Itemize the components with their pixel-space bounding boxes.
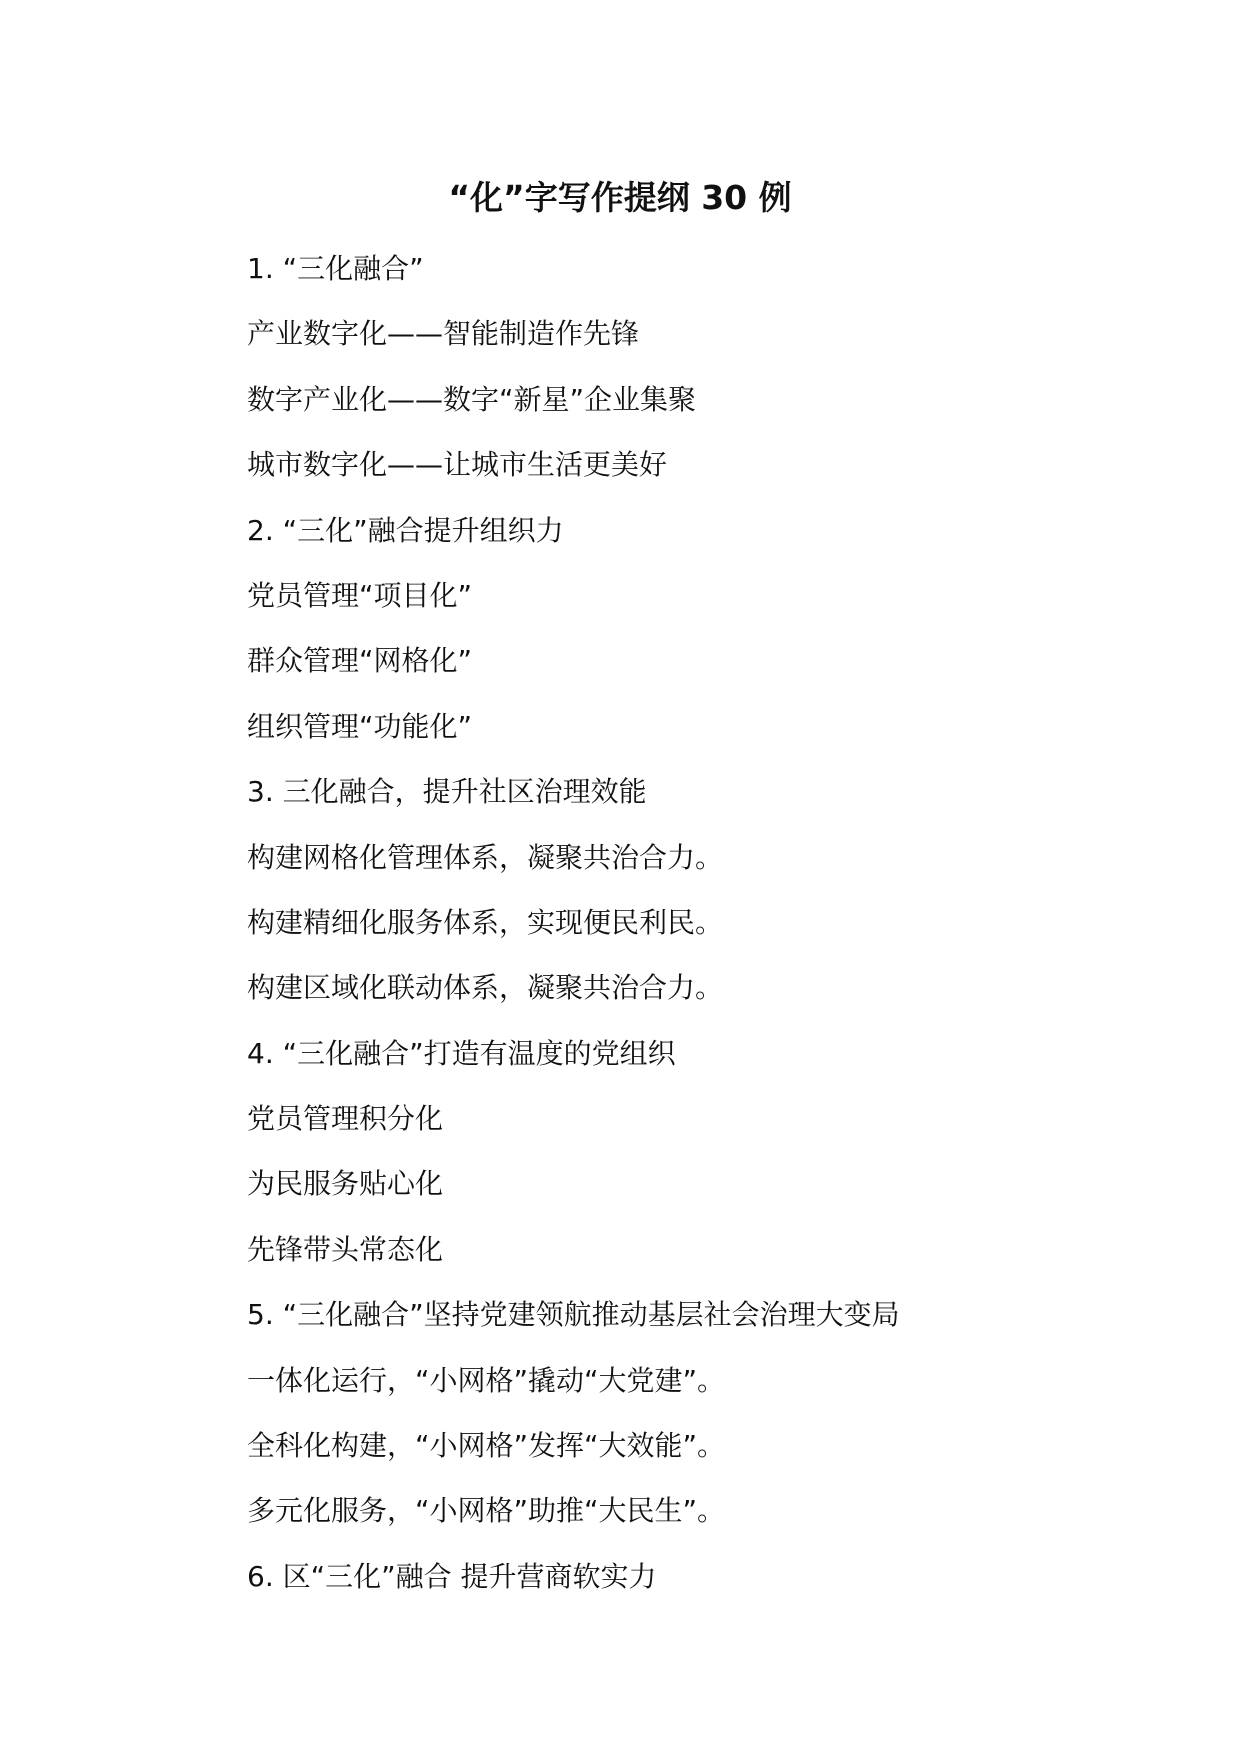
outline-line: 构建区域化联动体系，凝聚共治合力。 (247, 971, 724, 1005)
outline-line: 构建精细化服务体系，实现便民利民。 (247, 905, 724, 939)
outline-line: 3. 三化融合，提升社区治理效能 (247, 775, 647, 809)
outline-line: 党员管理“项目化” (247, 578, 473, 612)
outline-list (247, 236, 1207, 1609)
outline-line: 2. “三化”融合提升组织力 (247, 513, 564, 547)
document-title: “化”字写作提纲 30 例 (448, 178, 792, 217)
outline-line: 构建网格化管理体系，凝聚共治合力。 (247, 840, 724, 874)
outline-line: 多元化服务，“小网格”助推“大民生”。 (247, 1494, 726, 1528)
outline-line: 先锋带头常态化 (247, 1232, 444, 1266)
outline-line: 为民服务贴心化 (247, 1167, 444, 1201)
outline-line: 6. 区“三化”融合 提升营商软实力 (247, 1559, 657, 1593)
outline-line: 城市数字化——让城市生活更美好 (247, 448, 668, 482)
outline-line: 党员管理积分化 (247, 1102, 444, 1136)
outline-line: 一体化运行，“小网格”撬动“大党建”。 (247, 1363, 726, 1397)
outline-line: 全科化构建，“小网格”发挥“大效能”。 (247, 1429, 726, 1463)
outline-line: 5. “三化融合”坚持党建领航推动基层社会治理大变局 (247, 1298, 900, 1332)
outline-line: 组织管理“功能化” (247, 709, 473, 743)
outline-line: 4. “三化融合”打造有温度的党组织 (247, 1036, 676, 1070)
outline-line: 产业数字化——智能制造作先锋 (247, 317, 640, 351)
outline-line: 数字产业化——数字“新星”企业集聚 (247, 382, 697, 416)
outline-line: 群众管理“网格化” (247, 644, 473, 678)
outline-line: 1. “三化融合” (247, 252, 424, 285)
